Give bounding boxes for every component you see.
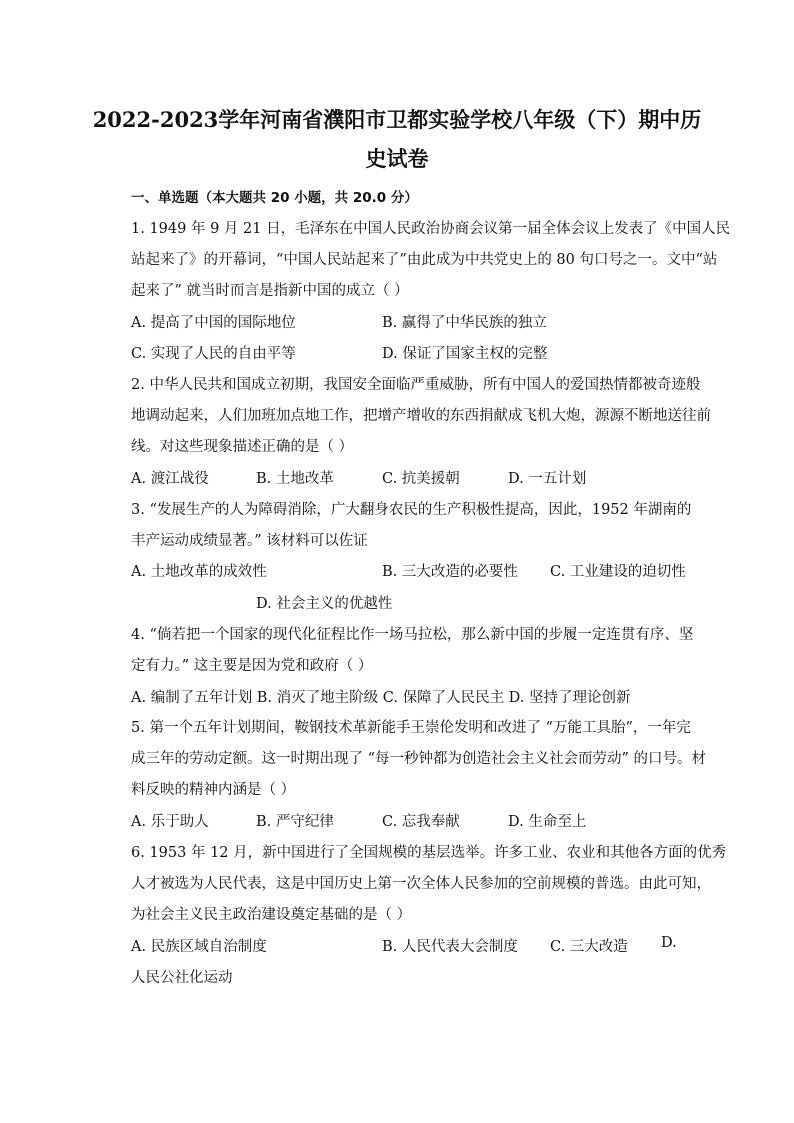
question-6-option-a: A. 民族区域自治制度 bbox=[131, 939, 267, 955]
question-6-option-d-label: D. bbox=[661, 935, 677, 951]
question-4-line-1: 4. “倘若把一个国家的现代化征程比作一场马拉松，那么新中国的步履一定连贯有序、坚 bbox=[131, 627, 694, 643]
question-3-line-2: 丰产运动成绩显著。” 该材料可以佐证 bbox=[131, 533, 368, 549]
question-3-option-a: A. 土地改革的成效性 bbox=[131, 564, 267, 580]
question-1-option-b: B. 赢得了中华民族的独立 bbox=[382, 315, 547, 331]
question-3-line-1: 3. “发展生产的人为障碍消除，广大翻身农民的生产积极性提高，因此，1952 年湖南的 bbox=[131, 502, 692, 518]
question-5-option-a: A. 乐于助人 bbox=[131, 814, 209, 830]
question-5-option-d: D. 生命至上 bbox=[508, 814, 587, 830]
page-title-line1: 2022-2023学年河南省濮阳市卫都实验学校八年级（下）期中历 bbox=[92, 107, 702, 132]
question-1-line-3: 起来了” 就当时而言是指新中国的成立（ ） bbox=[131, 283, 409, 299]
question-2-line-3: 线。对这些现象描述正确的是（ ） bbox=[131, 439, 354, 455]
question-1-option-a: A. 提高了中国的国际地位 bbox=[131, 315, 296, 331]
question-2-option-c: C. 抗美援朝 bbox=[382, 471, 460, 487]
section-heading: 一、单选题（本大题共 20 小题，共 20.0 分） bbox=[131, 190, 418, 206]
question-6-option-c: C. 三大改造 bbox=[550, 939, 628, 955]
question-6-line-2: 人才被选为人民代表，这是中国历史上第一次全体人民参加的空前规模的普选。由此可知， bbox=[131, 876, 711, 892]
question-6-line-3: 为社会主义民主政治建设奠定基础的是（ ） bbox=[131, 907, 412, 923]
question-3-option-b: B. 三大改造的必要性 bbox=[382, 564, 518, 580]
question-1-option-d: D. 保证了国家主权的完整 bbox=[382, 346, 548, 362]
question-4-line-2: 定有力。” 这主要是因为党和政府（ ） bbox=[131, 658, 373, 674]
question-6-option-d-text: 人民公社化运动 bbox=[131, 970, 233, 986]
question-6-line-1: 6. 1953 年 12 月，新中国进行了全国规模的基层选举。许多工业、农业和其他各方面的优秀 bbox=[131, 845, 727, 861]
question-1-line-2: 站起来了》的开幕词，“中国人民站起来了”由此成为中共党史上的 80 句口号之一。文中“站 bbox=[131, 252, 718, 268]
page-title-line2: 史试卷 bbox=[365, 146, 429, 171]
question-5-option-b: B. 严守纪律 bbox=[256, 814, 334, 830]
question-4-options: A. 编制了五年计划 B. 消灭了地主阶级 C. 保障了人民民主 D. 坚持了理论创新 bbox=[131, 690, 631, 706]
question-3-option-c: C. 工业建设的迫切性 bbox=[550, 564, 686, 580]
question-2-option-a: A. 渡江战役 bbox=[131, 471, 209, 487]
question-5-line-3: 料反映的精神内涵是（ ） bbox=[131, 782, 296, 798]
question-1-line-1: 1. 1949 年 9 月 21 日，毛泽东在中国人民政治协商会议第一届全体会议上发表了《中国人民 bbox=[131, 221, 731, 237]
question-5-line-2: 成三年的劳动定额。这一时期出现了 “每一秒钟都为创造社会主义社会而劳动” 的口号。材 bbox=[131, 751, 707, 767]
question-3-option-d: D. 社会主义的优越性 bbox=[256, 596, 393, 612]
question-2-option-b: B. 土地改革 bbox=[256, 471, 334, 487]
question-2-line-1: 2. 中华人民共和国成立初期，我国安全面临严重威胁，所有中国人的爱国热情都被奇迹般 bbox=[131, 377, 701, 393]
question-2-line-2: 地调动起来，人们加班加点地工作，把增产增收的东西捐献成飞机大炮，源源不断地送往前 bbox=[131, 408, 711, 424]
question-2-option-d: D. 一五计划 bbox=[508, 471, 587, 487]
question-1-option-c: C. 实现了人民的自由平等 bbox=[131, 346, 296, 362]
question-5-option-c: C. 忘我奉献 bbox=[382, 814, 460, 830]
question-5-line-1: 5. 第一个五年计划期间，鞍钢技术革新能手王崇伦发明和改进了 “万能工具胎”，一年完 bbox=[131, 720, 691, 736]
question-6-option-b: B. 人民代表大会制度 bbox=[382, 939, 518, 955]
